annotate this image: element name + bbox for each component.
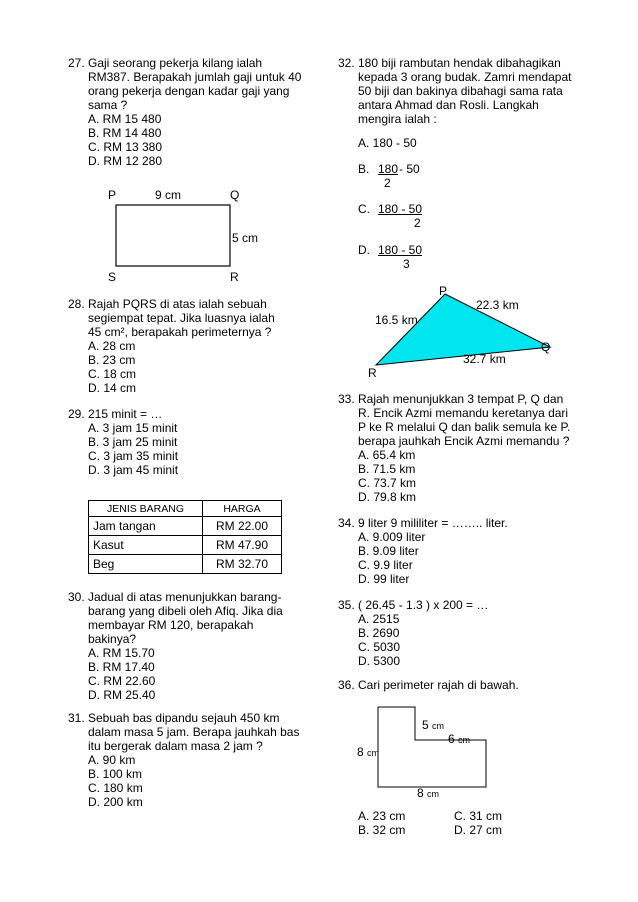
option-c[interactable]: C. 3 jam 35 minit [88,449,179,463]
option-letter: D. [358,243,370,257]
question-text-line: RM387. Berapakah jumlah gaji untuk 40 [88,70,302,84]
vertex-label-q: Q [230,188,240,202]
question-text-line: membayar RM 120, berapakah [88,618,254,632]
table-cell: RM 32.70 [203,555,282,574]
option-b[interactable]: B. 100 km [88,767,143,781]
question-text-line: Jadual di atas menunjukkan barang- [88,590,282,604]
question-text-line: ( 26.45 - 1.3 ) x 200 = … [358,598,489,612]
question-31 [68,711,318,811]
option-b[interactable]: B. 3 jam 25 minit [88,435,178,449]
question-text-line: 215 minit = … [88,407,163,421]
question-number: 34. [338,516,355,530]
rectangle-figure [100,186,270,286]
question-text-line: R. Encik Azmi memandu keretanya dari [358,406,569,420]
question-28 [68,297,318,397]
table-header: JENIS BARANG [89,501,203,517]
question-text-line: segiempat tepat. Jika luasnya ialah [88,311,275,325]
option-b[interactable]: B. RM 17.40 [88,660,155,674]
table-cell: RM 22.00 [203,517,282,536]
question-text-line: mengira ialah : [358,112,437,126]
table-header-row [89,501,282,517]
length-unit: cm [367,748,380,758]
question-text-line: 45 cm², berapakah perimeternya ? [88,325,272,339]
option-a[interactable]: A. 23 cm [358,809,406,823]
option-c[interactable]: C. 180 km [88,781,143,795]
option-a[interactable]: A. RM 15 480 [88,112,162,126]
option-c[interactable]: C. RM 13 380 [88,140,163,154]
question-text-line: antara Ahmad dan Rosli. Langkah [358,98,539,112]
question-36 [338,678,588,698]
price-table [88,500,282,574]
vertex-label-r: R [368,366,377,380]
question-number: 29. [68,407,85,421]
vertex-label-q: Q [541,340,551,354]
option-d[interactable]: D. RM 25.40 [88,688,156,702]
question-text-line: Rajah PQRS di atas ialah sebuah [88,297,267,311]
side-label-pr: 16.5 km [375,313,418,327]
fraction-numerator: 180 - 50 [378,243,423,257]
length-value: 6 [448,732,455,746]
length-value: 5 [422,718,429,732]
question-number: 27. [68,56,85,70]
vertex-label-s: S [108,270,117,284]
question-30 [68,590,318,700]
question-text-line: Cari perimeter rajah di bawah. [358,678,519,692]
table-cell: Jam tangan [89,517,203,536]
option-c[interactable]: C. RM 22.60 [88,674,156,688]
option-a[interactable]: A. 3 jam 15 minit [88,421,178,435]
option-c[interactable]: C. 18 cm [88,367,137,381]
option-c[interactable]: C. 31 cm [454,809,503,823]
question-number: 33. [338,392,355,406]
option-letter: B. [358,162,370,176]
triangle-figure [360,282,560,382]
length-unit: cm [458,735,471,745]
option-d[interactable]: D. RM 12 280 [88,154,163,168]
question-number: 35. [338,598,355,612]
question-text-line: orang pekerja dengan kadar gaji yang [88,84,290,98]
option-b[interactable]: B. 23 cm [88,353,136,367]
question-text-line: kepada 3 orang budak. Zamri mendapat [358,70,572,84]
option-a[interactable]: A. 65.4 km [358,448,416,462]
table-cell: Kasut [89,536,203,555]
question-32 [338,56,588,281]
question-number: 28. [68,297,85,311]
option-c[interactable]: C. 5030 [358,640,401,654]
height-label: 5 cm [232,231,259,245]
question-text-line: P ke R melalui Q dan balik semula ke P. [358,420,571,434]
option-a[interactable]: A. 180 - 50 [358,136,417,150]
vertex-label-p: P [108,188,117,202]
question-27 [68,56,318,166]
triangle-shape [360,282,560,382]
question-text-line: berapa jauhkah Encik Azmi memandu ? [358,434,570,448]
width-label: 9 cm [155,188,182,202]
question-34 [338,516,588,591]
vertex-label-p: P [439,284,448,298]
length-value: 8 [357,745,364,759]
option-d[interactable]: D. 14 cm [88,381,137,395]
question-text-line: Gaji seorang pekerja kilang ialah [88,56,263,70]
option-a[interactable]: A. 90 km [88,753,136,767]
question-text-line: sama ? [88,98,128,112]
option-d[interactable]: D. 5300 [358,654,401,668]
fraction-numerator: 180 [378,162,399,176]
question-number: 31. [68,711,85,725]
option-d[interactable] [358,243,478,273]
question-text-line: Rajah menunjukkan 3 tempat P, Q dan [358,392,564,406]
option-b[interactable]: B. RM 14 480 [88,126,162,140]
l-shape-figure [355,700,515,805]
vertex-label-r: R [230,270,239,284]
table-cell: Beg [89,555,203,574]
question-text-line: barang yang dibeli oleh Afiq. Jika dia [88,604,283,618]
question-text-line: Sebuah bas dipandu sejauh 450 km [88,711,280,725]
side-label-rq: 32.7 km [463,352,506,366]
option-b[interactable]: B. 2690 [358,626,400,640]
left-length-label [357,745,379,760]
option-a[interactable]: A. RM 15.70 [88,646,155,660]
question-text-line: 9 liter 9 mililiter = …….. liter. [358,516,508,530]
option-c[interactable]: C. 9.9 liter [358,558,413,572]
bottom-length-label [417,786,439,801]
question-35 [338,598,588,673]
question-text-line: dalam masa 5 jam. Berapa jauhkah bas [88,725,300,739]
question-text-line: bakinya? [88,632,137,646]
length-value: 8 [417,786,424,800]
option-a[interactable]: A. 9.009 liter [358,530,426,544]
table-header: HARGA [203,501,282,517]
question-number: 30. [68,590,85,604]
length-unit: cm [432,721,445,731]
right-length-label [448,732,470,747]
table-row [89,555,282,574]
option-d[interactable]: D. 27 cm [454,823,503,837]
fraction-denominator: 2 [384,176,391,190]
option-b[interactable]: B. 71.5 km [358,462,416,476]
option-d[interactable]: D. 79.8 km [358,490,417,504]
question-text-line: itu bergerak dalam masa 2 jam ? [88,739,263,753]
table-cell: RM 47.90 [203,536,282,555]
table-row [89,517,282,536]
option-a[interactable]: A. 2515 [358,612,400,626]
top-length-label [422,718,444,733]
side-label-pq: 22.3 km [476,298,519,312]
length-unit: cm [427,789,440,799]
question-number: 32. [338,56,355,70]
option-b[interactable]: B. 9.09 liter [358,544,419,558]
table-row [89,536,282,555]
option-c[interactable]: C. 73.7 km [358,476,417,490]
fraction-numerator: 180 - 50 [378,202,423,216]
question-number: 36. [338,678,355,692]
option-c[interactable] [358,202,478,232]
fraction-rest: - 50 [399,162,420,176]
question-text-line: 180 biji rambutan hendak dibahagikan [358,56,561,70]
question-29 [68,407,318,482]
question-36-options [358,809,558,839]
question-33 [338,392,598,507]
fraction-denominator: 2 [414,216,421,230]
question-text-line: 50 biji dan bakinya dibahagi sama rata [358,84,563,98]
option-d[interactable]: D. 3 jam 45 minit [88,463,179,477]
option-d[interactable]: D. 200 km [88,795,143,809]
option-d[interactable]: D. 99 liter [358,572,410,586]
option-b[interactable] [358,162,458,192]
option-letter: C. [358,202,370,216]
option-a[interactable]: A. 28 cm [88,339,136,353]
fraction-denominator: 3 [403,257,410,271]
option-b[interactable]: B. 32 cm [358,823,406,837]
